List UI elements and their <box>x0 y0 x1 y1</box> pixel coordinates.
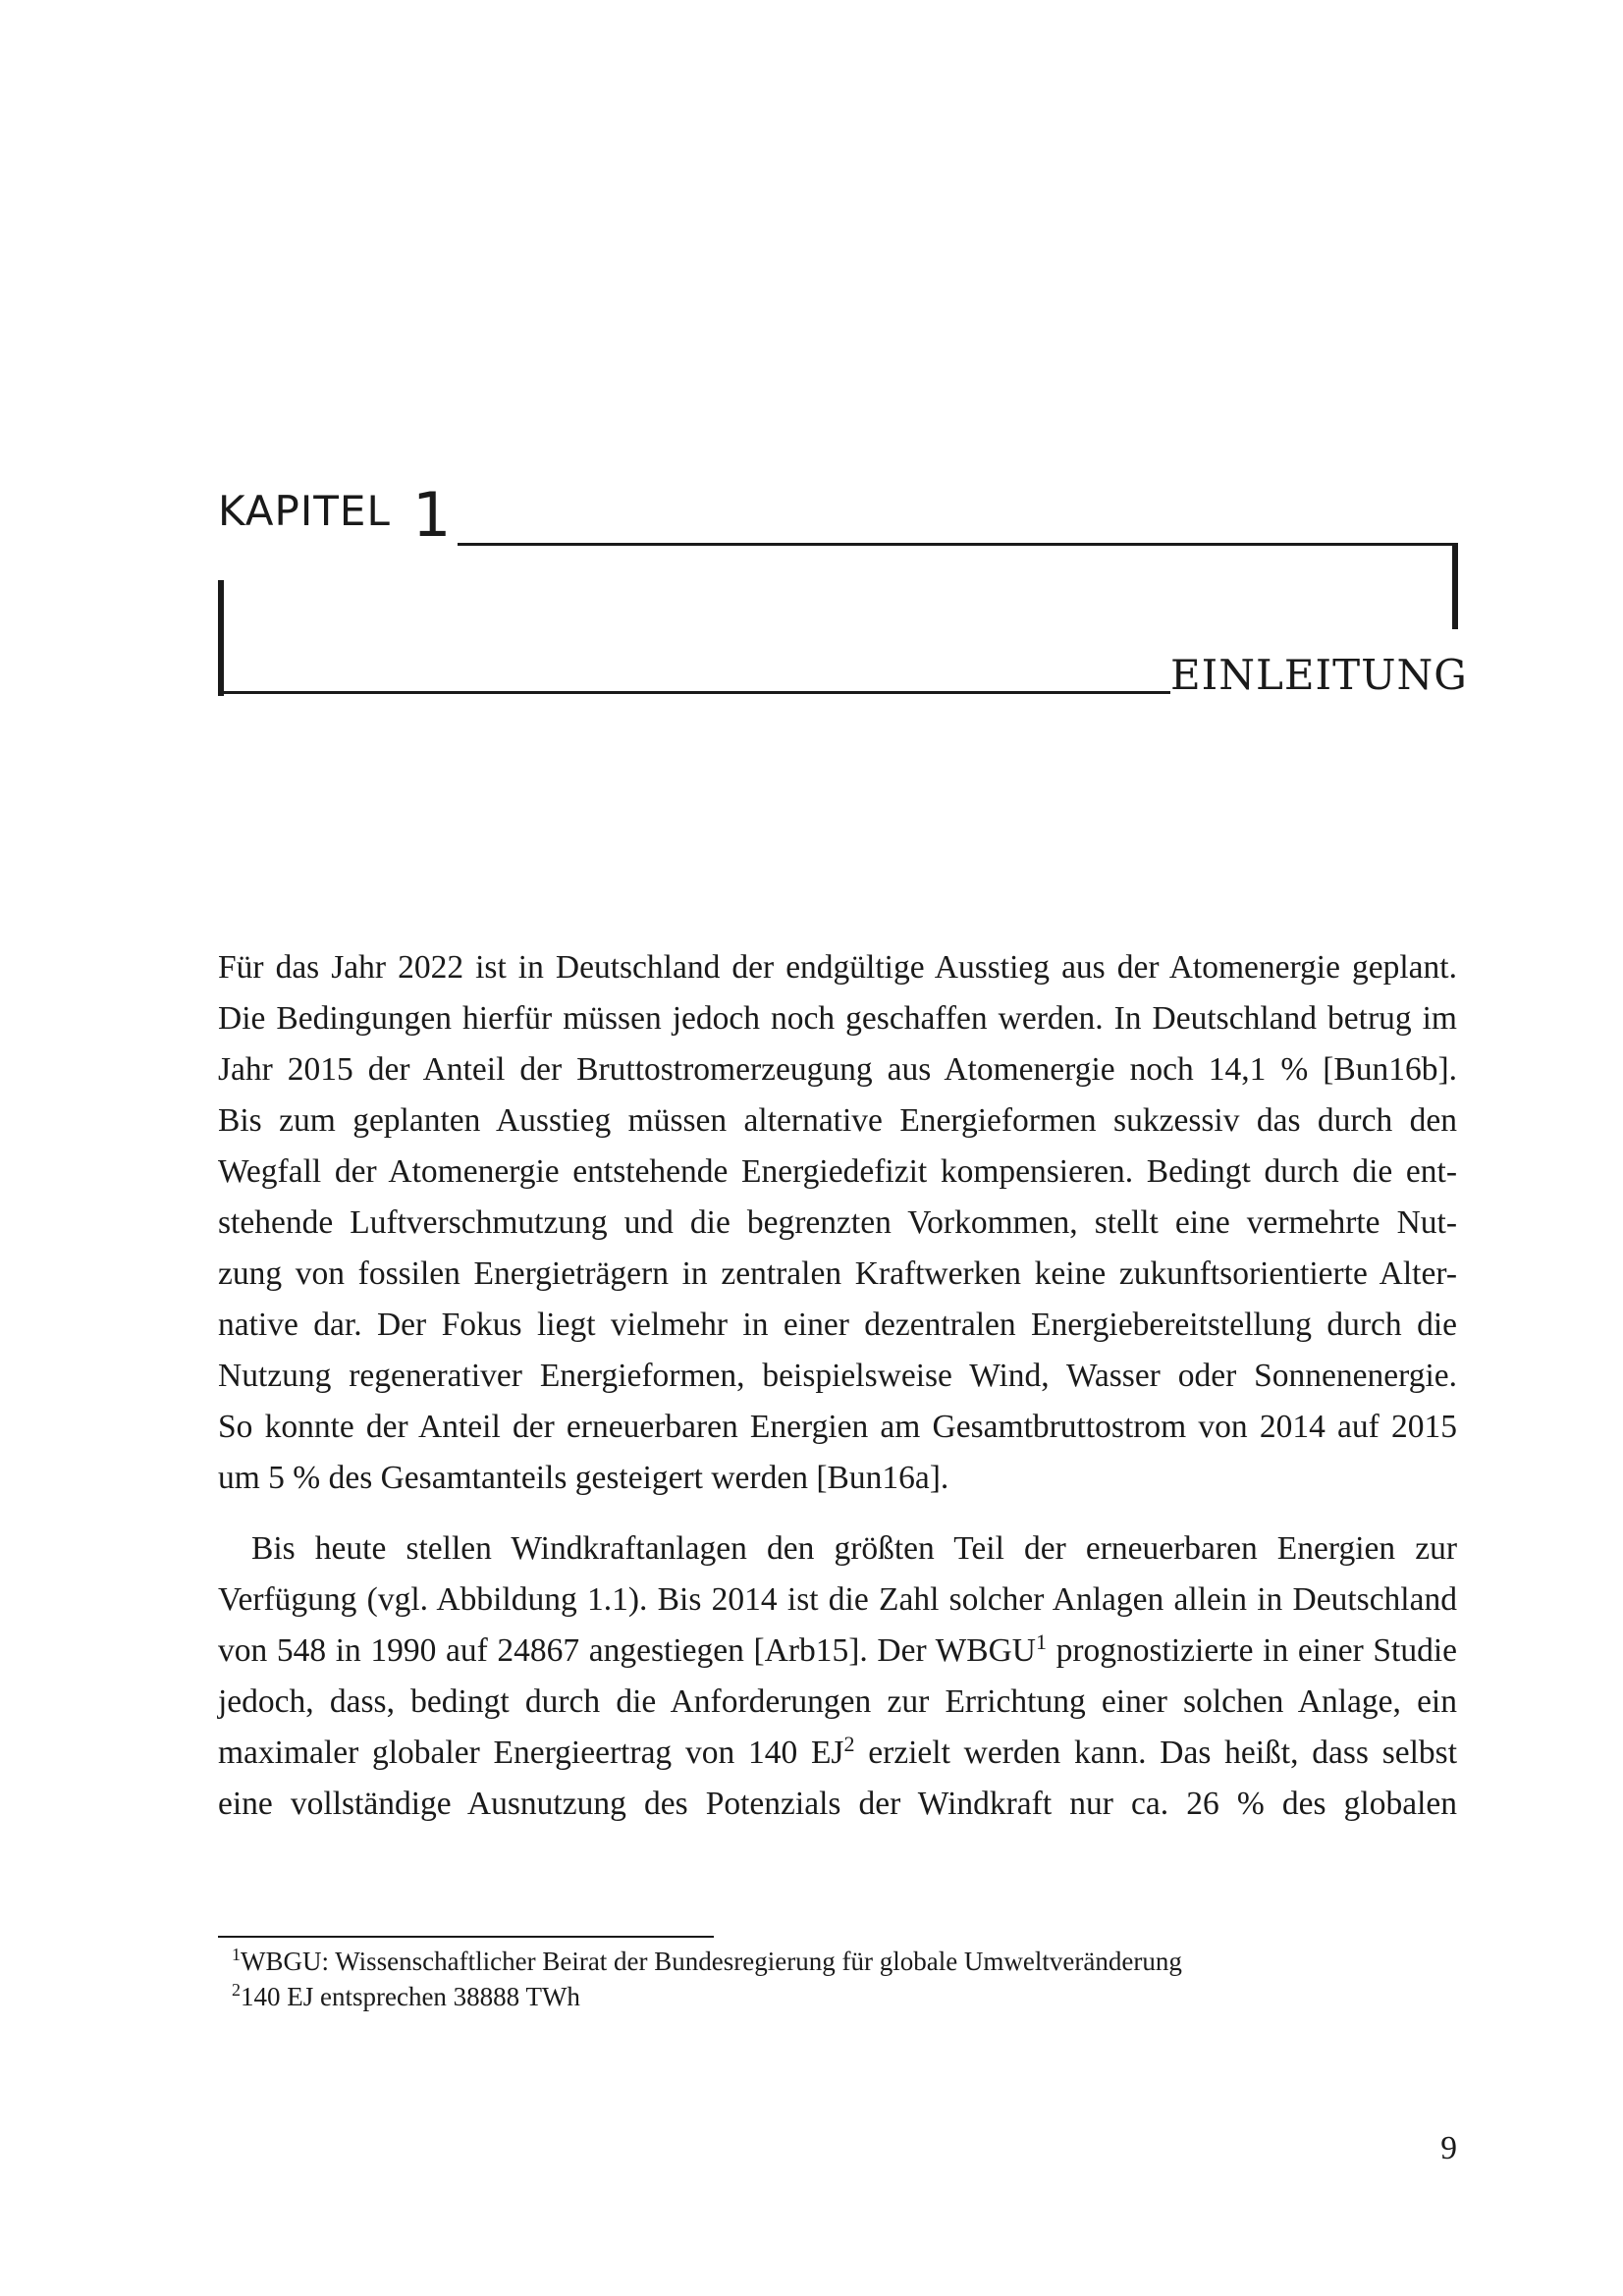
text-line: zung von fossilen Energieträgern in zentralen Kraftwerken keine zukunftsorientierte Alter- <box>218 1255 1457 1292</box>
text-segment: erzielt werden kann. Das heißt, dass selbst <box>854 1735 1457 1771</box>
text-line: stehende Luftverschmutzung und die begrenzten Vorkommen, stellt eine vermehrte Nut- <box>218 1204 1457 1241</box>
text-line: Für das Jahr 2022 ist in Deutschland der endgültige Ausstieg aus der Atomenergie geplant. <box>218 949 1457 986</box>
chapter-rule-top <box>458 543 1457 546</box>
text-line: native dar. Der Fokus liegt vielmehr in einer dezentralen Energiebereitstellung durch die <box>218 1307 1457 1343</box>
footnote-number: 2 <box>232 1980 241 2000</box>
text-line <box>218 1626 1457 1677</box>
footnote-text: 140 EJ entsprechen 38888 TWh <box>241 1982 580 2011</box>
text-line: eine vollständige Ausnutzung des Potenzials der Windkraft nur ca. 26 % des globalen <box>218 1786 1457 1822</box>
text-line: Bis heute stellen Windkraftanlagen den größten Teil der erneuerbaren Energien zur <box>251 1530 1457 1567</box>
footnote-mark[interactable]: 1 <box>1035 1629 1047 1654</box>
text-line: Wegfall der Atomenergie entstehende Energiedefizit kompensieren. Bedingt durch die ent- <box>218 1153 1457 1190</box>
text-line: jedoch, dass, bedingt durch die Anforderungen zur Errichtung einer solchen Anlage, ein <box>218 1683 1457 1720</box>
text-line: Verfügung (vgl. Abbildung 1.1). Bis 2014 ist die Zahl solcher Anlagen allein in Deutschland <box>218 1581 1457 1618</box>
text-line <box>218 1728 1457 1779</box>
chapter-label: KAPITEL <box>218 487 391 535</box>
chapter-rule-left <box>218 580 224 696</box>
page-number: 9 <box>1440 2130 1457 2166</box>
text-line: Die Bedingungen hierfür müssen jedoch noch geschaffen werden. In Deutschland betrug im <box>218 1000 1457 1037</box>
footnote-rule <box>218 1936 714 1938</box>
text-line: Bis zum geplanten Ausstieg müssen alternative Energieformen sukzessiv das durch den <box>218 1102 1457 1139</box>
chapter-title: EINLEITUNG <box>1170 651 1468 699</box>
chapter-number: 1 <box>412 479 452 551</box>
text-line: um 5 % des Gesamtanteils gesteigert werden [Bun16a]. <box>218 1460 949 1496</box>
text-segment: von 548 in 1990 auf 24867 angestiegen [Arb15]. Der WBGU <box>218 1632 1036 1669</box>
footnote-text: WBGU: Wissenschaftlicher Beirat der Bundesregierung für globale Umweltveränderung <box>241 1947 1182 1976</box>
text-line: So konnte der Anteil der erneuerbaren Energien am Gesamtbruttostrom von 2014 auf 2015 <box>218 1409 1457 1445</box>
text-segment: prognostizierte in einer Studie <box>1046 1632 1457 1669</box>
footnote-1 <box>232 1944 1182 1979</box>
footnote-number: 1 <box>232 1945 241 1964</box>
footnote-mark[interactable]: 2 <box>843 1731 855 1756</box>
chapter-rule-right <box>1452 543 1458 629</box>
text-line: Nutzung regenerativer Energieformen, beispielsweise Wind, Wasser oder Sonnenenergie. <box>218 1358 1457 1394</box>
footnote-2 <box>232 1979 580 2014</box>
text-segment: maximaler globaler Energieertrag von 140 EJ <box>218 1735 844 1771</box>
chapter-rule-bottom <box>218 691 1170 694</box>
text-line: Jahr 2015 der Anteil der Bruttostromerzeugung aus Atomenergie noch 14,1 % [Bun16b]. <box>218 1051 1457 1088</box>
